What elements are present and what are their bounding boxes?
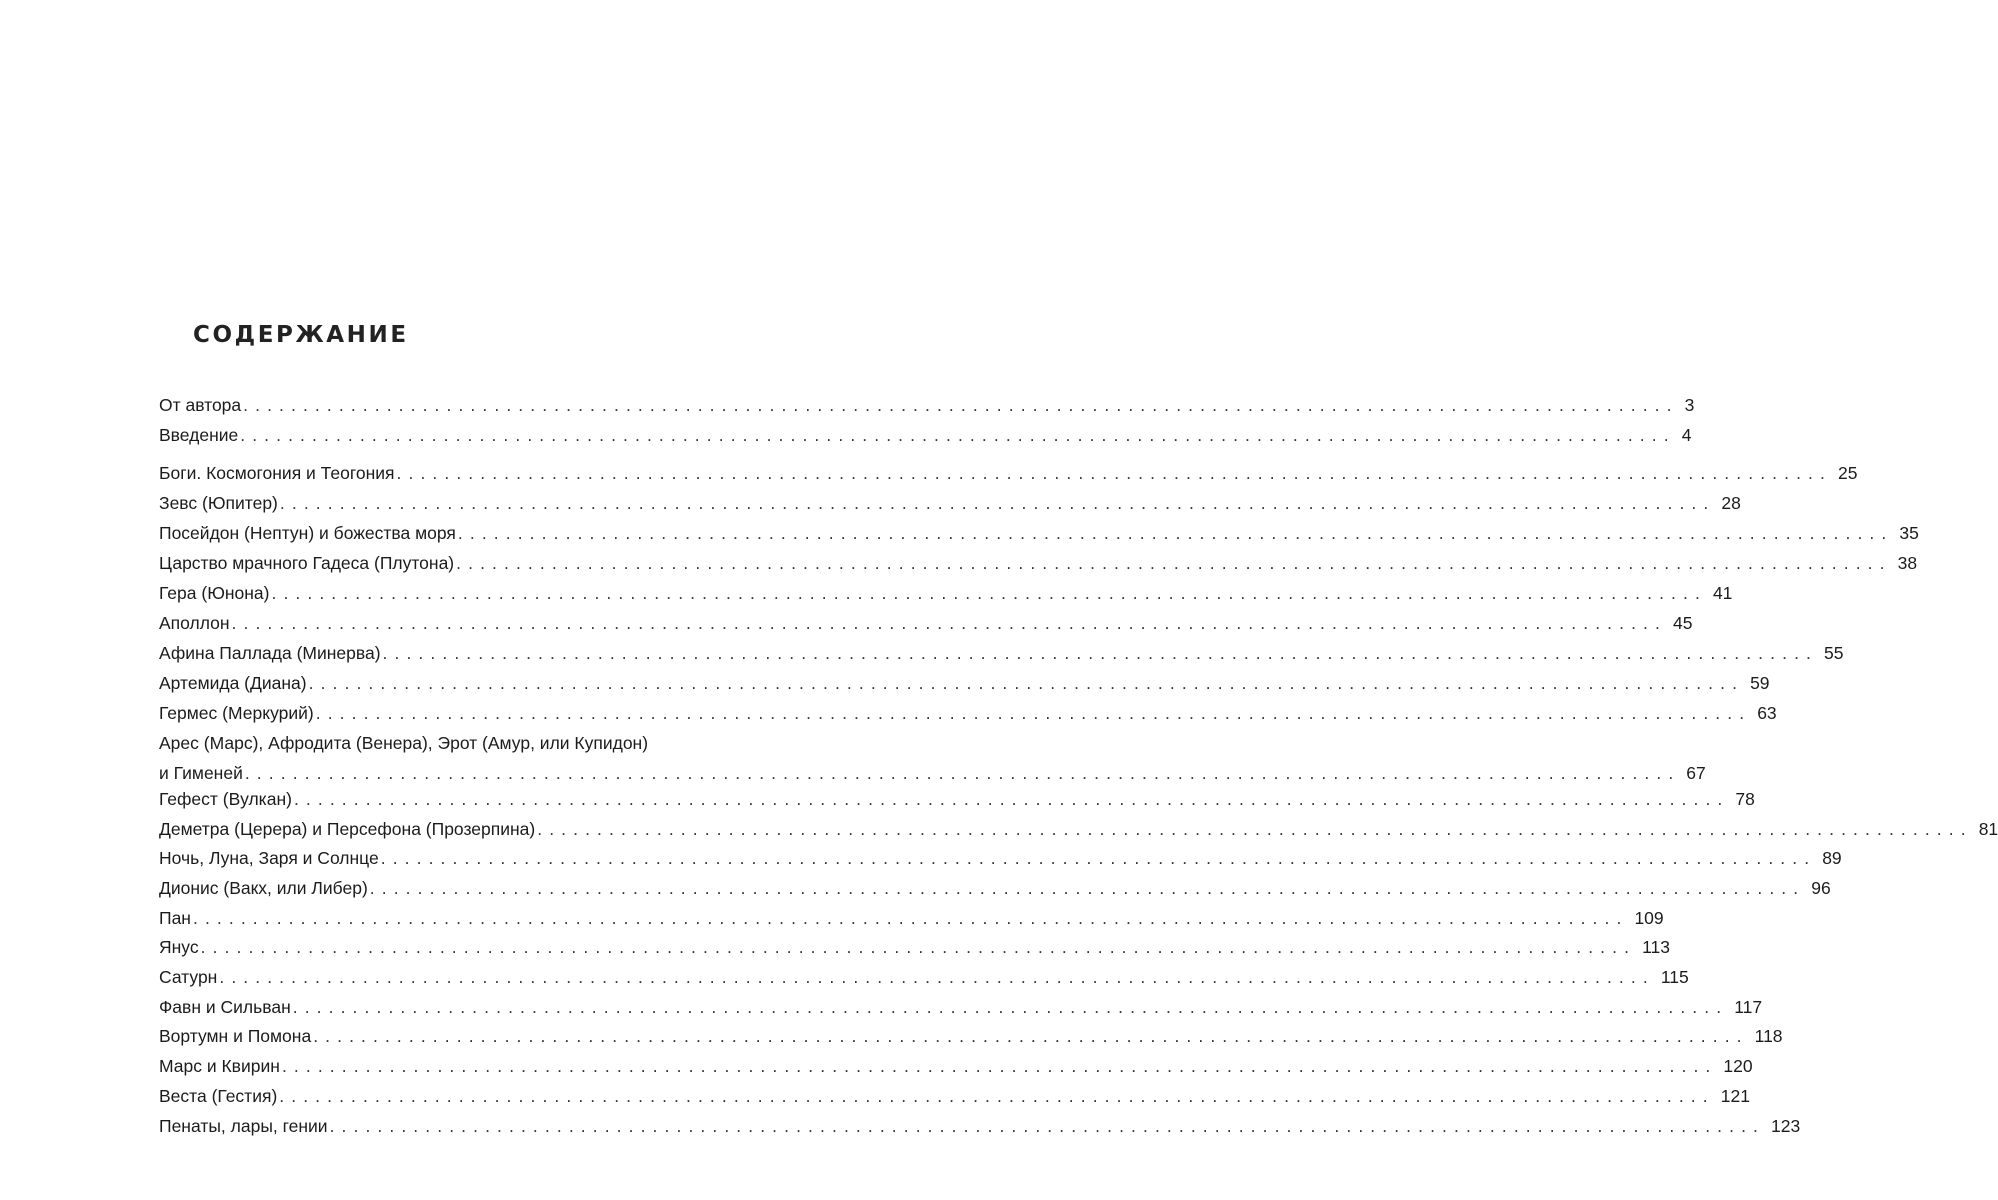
dot-leader: ........................................................................................................................ — [293, 789, 1730, 809]
toc-entry[interactable] — [159, 668, 1770, 698]
toc-entry[interactable] — [159, 728, 1706, 788]
toc-entry-label: Гера (Юнона) — [159, 583, 270, 603]
toc-entry[interactable] — [159, 962, 1689, 992]
toc-entry-label: Янус — [159, 937, 199, 957]
toc-entry-label: Арес (Марс), Афродита (Венера), Эрот (Амур, или Купидон) — [159, 733, 649, 753]
toc-entry-page: 67 — [1686, 763, 1706, 783]
toc-entry-page: 81 — [1978, 819, 1998, 839]
dot-leader: ........................................................................................................................ — [231, 613, 1667, 633]
toc-entry[interactable] — [159, 548, 1918, 578]
dot-leader: ........................................................................................................................ — [200, 937, 1637, 957]
toc-entry-label: Зевс (Юпитер) — [159, 493, 278, 513]
toc-entry-label: Введение — [159, 425, 239, 445]
toc-entry[interactable] — [159, 903, 1664, 933]
dot-leader: ........................................................................................................................ — [219, 967, 1655, 987]
toc-entry-page: 96 — [1811, 878, 1831, 898]
dot-leader: ........................................................................................................................ — [279, 493, 1716, 513]
dot-leader: ........................................................................................................................ — [313, 1026, 1749, 1046]
toc-entry-from-author[interactable] — [159, 390, 1695, 420]
toc-entry-page: 63 — [1757, 703, 1777, 723]
dot-leader: ........................................................................................................................ — [380, 848, 1817, 868]
toc-entry-label: Афина Паллада (Минерва) — [159, 643, 381, 663]
dot-leader: ........................................................................................................................ — [240, 425, 1676, 445]
page-title: СОДЕРЖАНИЕ — [193, 322, 409, 348]
toc-entry-label: Аполлон — [159, 613, 230, 633]
dot-leader: ........................................................................................................................ — [382, 643, 1818, 663]
toc-entry-label: Посейдон (Нептун) и божества моря — [159, 523, 456, 543]
toc-entry-label: Боги. Космогония и Теогония — [159, 463, 395, 483]
toc-entry-label: Гефест (Вулкан) — [159, 789, 292, 809]
toc-entry-page: 28 — [1721, 493, 1741, 513]
toc-entry-label: Веста (Гестия) — [159, 1086, 278, 1106]
dot-leader: ........................................................................................................................ — [308, 673, 1745, 693]
toc-entry-page: 113 — [1642, 937, 1670, 957]
toc-entry-page: 118 — [1754, 1026, 1783, 1046]
toc-entry[interactable] — [159, 578, 1733, 608]
toc-entry[interactable] — [159, 488, 1741, 518]
toc-entry-page: 123 — [1771, 1116, 1801, 1136]
toc-entry[interactable] — [159, 932, 1670, 962]
toc-entry-introduction[interactable] — [159, 420, 1692, 450]
toc-entry-label: Деметра (Церера) и Персефона (Прозерпина) — [159, 819, 536, 839]
toc-entry[interactable] — [159, 784, 1755, 814]
toc-entry-label: Пенаты, лары, гении — [159, 1116, 328, 1136]
toc-entry-page: 3 — [1684, 395, 1695, 415]
toc-entry-page: 55 — [1824, 643, 1844, 663]
toc-entry[interactable] — [159, 992, 1763, 1022]
dot-leader: ........................................................................................................................ — [457, 523, 1894, 543]
toc-entry[interactable] — [159, 1021, 1783, 1051]
toc-entry[interactable] — [159, 608, 1693, 638]
toc-entry-label-continued: и Гименей — [159, 763, 243, 783]
toc-entry[interactable] — [159, 873, 1831, 903]
toc-entry-page: 45 — [1672, 613, 1693, 633]
toc-entry-label: Гермес (Меркурий) — [159, 703, 314, 723]
toc-entry[interactable] — [159, 638, 1844, 668]
toc-entry[interactable] — [159, 518, 1919, 548]
dot-leader: ........................................................................................................................ — [244, 763, 1681, 783]
toc-entry-page: 115 — [1660, 967, 1689, 987]
toc-entry-label: Царство мрачного Гадеса (Плутона) — [159, 553, 455, 573]
dot-leader: ........................................................................................................................ — [281, 1056, 1718, 1076]
toc-entry-label: Марс и Квирин — [159, 1056, 280, 1076]
toc-entry-page: 117 — [1734, 997, 1763, 1017]
toc-entry[interactable] — [159, 1111, 1801, 1141]
toc-entry[interactable] — [159, 814, 1998, 844]
toc-entry-label: Фавн и Сильван — [159, 997, 291, 1017]
toc-entry-page: 109 — [1634, 908, 1664, 928]
toc-entry[interactable] — [159, 1081, 1750, 1111]
toc-entry-label: Артемида (Диана) — [159, 673, 307, 693]
toc-entry-page: 120 — [1723, 1056, 1753, 1076]
toc-entry[interactable] — [159, 843, 1842, 873]
toc-entry-page: 4 — [1681, 425, 1692, 445]
dot-leader: ........................................................................................................................ — [279, 1086, 1715, 1106]
toc-entry-label: Вортумн и Помона — [159, 1026, 312, 1046]
dot-leader: ........................................................................................................................ — [271, 583, 1707, 603]
dot-leader: ........................................................................................................................ — [369, 878, 1806, 898]
toc-entry-page: 38 — [1897, 553, 1918, 573]
dot-leader: ........................................................................................................................ — [396, 463, 1832, 483]
toc-entry[interactable] — [159, 458, 1858, 488]
toc-entry-label: От автора — [159, 395, 242, 415]
dot-leader: ........................................................................................................................ — [192, 908, 1629, 928]
dot-leader: ........................................................................................................................ — [315, 703, 1752, 723]
toc-entry-label: Ночь, Луна, Заря и Солнце — [159, 848, 379, 868]
dot-leader: ........................................................................................................................ — [537, 819, 1973, 839]
toc-entry-page: 89 — [1822, 848, 1842, 868]
toc-entry-page: 78 — [1735, 789, 1755, 809]
dot-leader: ........................................................................................................................ — [456, 553, 1892, 573]
dot-leader: ........................................................................................................................ — [292, 997, 1729, 1017]
toc-entry-page: 35 — [1899, 523, 1919, 543]
toc-entry[interactable] — [159, 698, 1777, 728]
dot-leader: ........................................................................................................................ — [329, 1116, 1766, 1136]
toc-entry-page: 59 — [1750, 673, 1770, 693]
toc-entry-label: Сатурн — [159, 967, 218, 987]
dot-leader: ........................................................................................................................ — [243, 395, 1679, 415]
toc-entry-page: 41 — [1712, 583, 1733, 603]
toc-entry-page: 25 — [1837, 463, 1858, 483]
toc-entry-page: 121 — [1720, 1086, 1750, 1106]
toc-entry[interactable] — [159, 1051, 1753, 1081]
toc-entry-label: Пан — [159, 908, 191, 928]
toc-entry-label: Дионис (Вакх, или Либер) — [159, 878, 368, 898]
